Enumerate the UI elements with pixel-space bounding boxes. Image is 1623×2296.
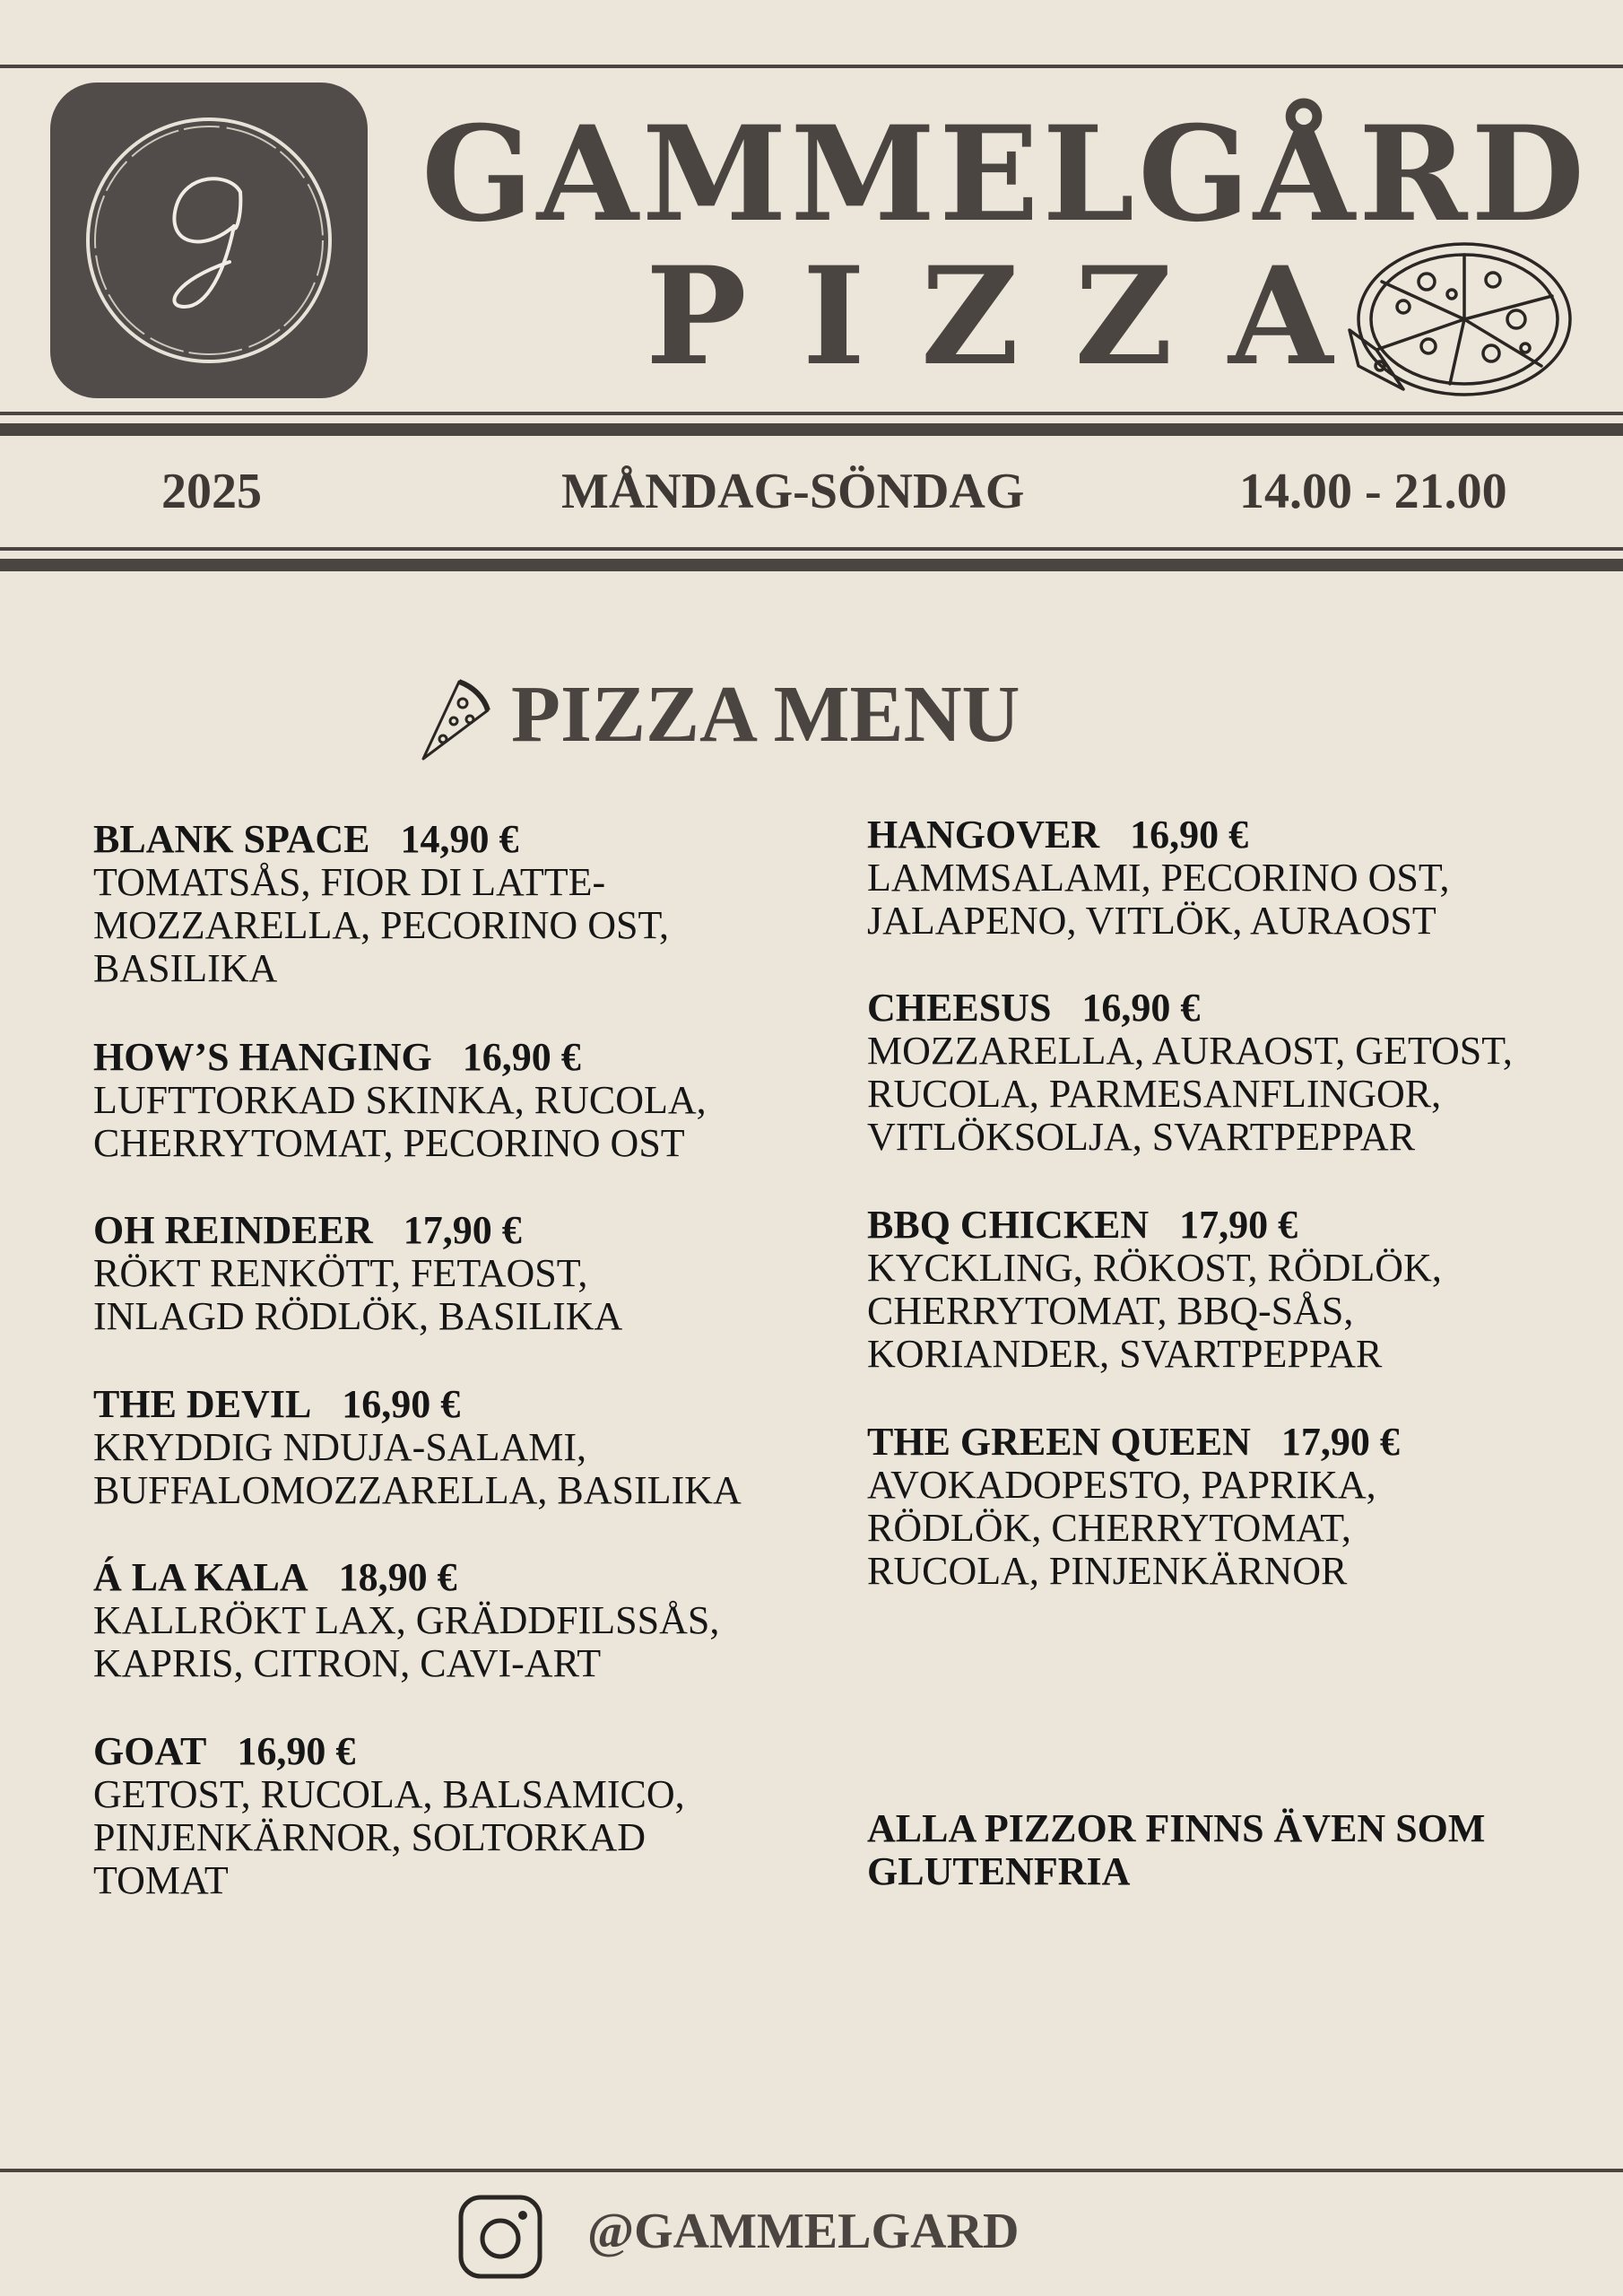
menu-item-desc-line: TOMATSÅS, FIOR DI LATTE- [93,860,606,904]
menu-item-desc-line: KORIANDER, SVARTPEPPAR [867,1332,1383,1376]
menu-item [867,1421,1602,1593]
menu-item-desc-line: GETOST, RUCOLA, BALSAMICO, [93,1772,685,1816]
menu-item-desc-line: CHERRYTOMAT, BBQ-SÅS, [867,1289,1354,1333]
menu-item-desc-line: VITLÖKSOLJA, SVARTPEPPAR [867,1115,1416,1159]
menu-item-desc-line: RUCOLA, PARMESANFLINGOR, [867,1072,1442,1116]
menu-item-name: OH REINDEER [93,1208,373,1252]
menu-item-desc-line: RÖKT RENKÖTT, FETAOST, [93,1251,588,1295]
menu-item-desc-line: MOZZARELLA, PECORINO OST, [93,903,670,947]
gluten-free-note [867,1807,1575,1893]
menu-item-name: GOAT [93,1729,207,1773]
menu-item-price: 16,90 € [462,1035,581,1079]
info-rule-thin [0,547,1623,551]
menu-item-name: CHEESUS [867,986,1052,1030]
header-rule-thick [0,423,1623,436]
menu-item-desc-line: LUFTTORKAD SKINKA, RUCOLA, [93,1078,707,1122]
menu-item-desc-line: LAMMSALAMI, PECORINO OST, [867,856,1450,900]
menu-item-desc-line: AVOKADOPESTO, PAPRIKA, [867,1463,1376,1507]
menu-item-name: THE GREEN QUEEN [867,1420,1251,1464]
menu-item-name: BBQ CHICKEN [867,1203,1150,1247]
menu-item-name: HANGOVER [867,813,1100,857]
info-rule-thick [0,559,1623,571]
menu-item [867,987,1602,1159]
menu-item-desc-line: CHERRYTOMAT, PECORINO OST [93,1121,685,1165]
logo [50,83,368,398]
menu-item-price: 16,90 € [1081,986,1201,1030]
menu-item-desc-line: MOZZARELLA, AURAOST, GETOST, [867,1029,1513,1073]
pizza-sketch-icon [1341,231,1583,405]
menu-item-desc-line: TOMAT [93,1858,229,1902]
logo-emblem-icon [50,83,368,398]
menu-item-price: 16,90 € [1130,813,1249,857]
menu-item [867,813,1602,943]
menu-item-desc-line: BUFFALOMOZZARELLA, BASILIKA [93,1468,742,1512]
pizza-slice-icon [418,676,491,762]
menu-item [93,818,882,990]
top-rule [0,65,1623,68]
footer-rule [0,2169,1623,2172]
menu-item-desc-line: KAPRIS, CITRON, CAVI-ART [93,1641,602,1685]
instagram-icon[interactable] [457,2194,543,2280]
year: 2025 [161,464,262,519]
gluten-free-note-line: GLUTENFRIA [867,1849,1131,1893]
menu-item-desc-line: BASILIKA [93,946,278,990]
menu-item-name: Á LA KALA [93,1555,308,1599]
instagram-handle[interactable]: @GAMMELGARD [587,2204,1020,2259]
menu-item-name: BLANK SPACE [93,817,370,861]
menu-item-price: 16,90 € [342,1382,461,1426]
menu-item [93,1209,882,1338]
menu-item [867,1204,1602,1376]
header-rule-thin [0,412,1623,415]
menu-item-price: 17,90 € [1179,1203,1298,1247]
menu-item [93,1383,882,1512]
brand-subtitle: PIZZA [646,238,1389,396]
menu-item-price: 16,90 € [237,1729,356,1773]
menu-item-desc-line: RUCOLA, PINJENKÄRNOR [867,1549,1348,1593]
gluten-free-note-line: ALLA PIZZOR FINNS ÄVEN SOM [867,1806,1486,1850]
menu-item-price: 14,90 € [400,817,519,861]
menu-item [93,1730,882,1902]
menu-title: PIZZA MENU [511,670,1020,759]
menu-item-name: HOW’S HANGING [93,1035,432,1079]
opening-hours: 14.00 - 21.00 [1239,464,1507,519]
menu-item [93,1036,882,1165]
menu-item-desc-line: PINJENKÄRNOR, SOLTORKAD [93,1815,647,1859]
menu-item-desc-line: KALLRÖKT LAX, GRÄDDFILSSÅS, [93,1598,720,1642]
menu-item-desc-line: INLAGD RÖDLÖK, BASILIKA [93,1294,623,1338]
menu-item-desc-line: JALAPENO, VITLÖK, AURAOST [867,899,1436,943]
menu-item-desc-line: KYCKLING, RÖKOST, RÖDLÖK, [867,1246,1442,1290]
opening-days: MÅNDAG-SÖNDAG [561,464,1025,519]
menu-item-price: 18,90 € [338,1555,457,1599]
menu-item-desc-line: RÖDLÖK, CHERRYTOMAT, [867,1506,1351,1550]
menu-item-price: 17,90 € [403,1208,522,1252]
menu-item-name: THE DEVIL [93,1382,312,1426]
brand-name: GAMMELGÅRD [421,98,1589,251]
menu-item-desc-line: KRYDDIG NDUJA-SALAMI, [93,1425,586,1469]
menu-item [93,1556,882,1685]
menu-item-price: 17,90 € [1280,1420,1400,1464]
